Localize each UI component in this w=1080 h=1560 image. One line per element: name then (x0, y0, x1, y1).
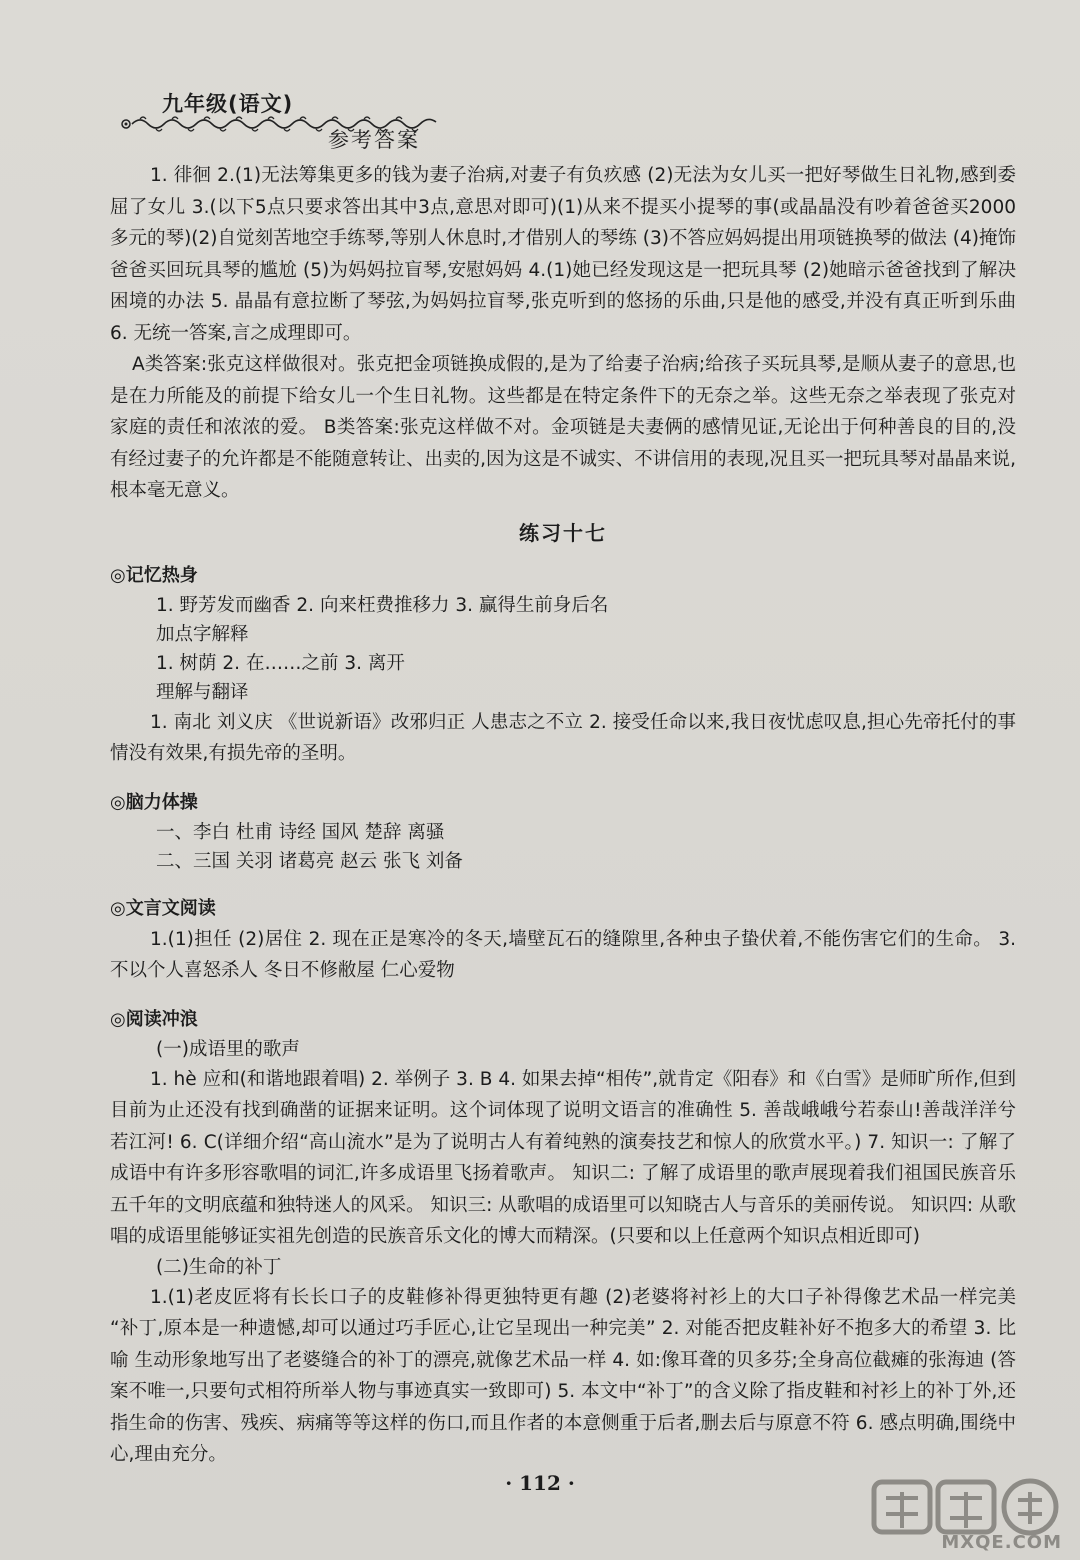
reading-part1-text: 1. hè 应和(和谐地跟着唱) 2. 举例子 3. B 4. 如果去掉“相传”,就肯定《阳春》和《白雪》是师旷所作,但到目前为止还没有找到确凿的证据来证明。这个词体现了说明文语言的准确性 5. 善哉峨峨兮若泰山!善哉洋洋兮若江河! 6. C(详细介绍“高山流水”是为了说明古人有着纯熟的演奏技艺和惊人的欣赏水平。) 7. 知识一: 了解了成语中有许多形容歌唱的词汇,许多成语里飞扬着歌声。 知识二: 了解了成语里的歌声展现着我们祖国民族音乐五千年的文明底蕴和独特迷人的风采。 知识三: 从歌唱的成语里可以知晓古人与音乐的美丽传说。 知识四: 从歌唱的成语里能够证实祖先创造的民族音乐文化的博大而精深。(只要和以上任意两个知识点相近即可) (110, 1068, 1016, 1247)
section-title-brain: ◎脑力体操 (110, 791, 198, 813)
answers-title: 参考答案 (328, 128, 420, 152)
content-body (110, 160, 1016, 1471)
exercise-title: 练习十七 (519, 520, 607, 545)
memory-line-2: 1. 树荫 2. 在……之前 3. 离开 (156, 652, 405, 674)
classical-line-1: 1.(1)担任 (2)居住 2. 现在正是寒冷的冬天,墙壁瓦石的缝隙里,各种虫子蛰伏着,不能伤害它们的生命。 3. 不以个人喜怒杀人 冬日不修敝屋 仁心爱物 (110, 928, 1016, 981)
section-title-memory: ◎记忆热身 (110, 564, 198, 586)
page-number: · 112 · (505, 1471, 575, 1495)
brain-line-1: 一、李白 杜甫 诗经 国风 楚辞 离骚 (156, 821, 445, 843)
watermark-text: MXQE.COM (941, 1532, 1062, 1553)
grade-label: 九年级(语文) (162, 92, 294, 116)
brain-line-2: 二、三国 关羽 诸葛亮 赵云 张飞 刘备 (156, 850, 463, 872)
reading-part2-text: 1.(1)老皮匠将有长长口子的皮鞋修补得更独特更有趣 (2)老婆将衬衫上的大口子补得像艺术品一样完美 “补丁,原本是一种遗憾,却可以通过巧手匠心,让它呈现出一种完美” 2. 对能否把皮鞋补好不抱多大的希望 3. 比喻 生动形象地写出了老婆缝合的补丁的漂亮,就像艺术品一样 4. 如:像耳聋的贝多芬;全身高位截瘫的张海迪 (答案不唯一,只要句式相符所举人物与事迹真实一致即可) 5. 本文中“补丁”的含义除了指皮鞋和衬衫上的补丁外,还指生命的伤害、残疾、病痛等等这样的伤口,而且作者的本意侧重于后者,删去后与原意不符 6. 感点明确,围绕中心,理由充分。 (110, 1286, 1016, 1465)
memory-line-3: 1. 南北 刘义庆 《世说新语》改邪归正 人患志之不立 2. 接受任命以来,我日夜忧虑叹息,担心先帝托付的事情没有效果,有损先帝的圣明。 (110, 711, 1016, 764)
section-title-classical: ◎文言文阅读 (110, 897, 216, 919)
answer-paragraph-2: A类答案:张克这样做很对。张克把金项链换成假的,是为了给妻子治病;给孩子买玩具琴,是顺从妻子的意思,也是在力所能及的前提下给女儿一个生日礼物。这些都是在特定条件下的无奈之举。这些无奈之举表现了张克对家庭的责任和浓浓的爱。 B类答案:张克这样做不对。金项链是夫妻俩的感情见证,无论出于何种善良的目的,没有经过妻子的允许都是不能随意转让、出卖的,因为这是不诚实、不讲信用的表现,况且买一把玩具琴对晶晶来说,根本毫无意义。 (110, 354, 1016, 501)
memory-line-1: 1. 野芳发而幽香 2. 向来枉费推移力 3. 赢得生前身后名 (156, 594, 609, 616)
answer-paragraph-1: 1. 徘徊 2.(1)无法筹集更多的钱为妻子治病,对妻子有负疚感 (2)无法为女儿买一把好琴做生日礼物,感到委屈了女儿 3.(以下5点只要求答出其中3点,意思对即可)(1)从来不提买小提琴的事(或晶晶没有吵着爸爸买2000多元的琴)(2)自觉刻苦地空手练琴,等别人休息时,才借别人的琴练 (3)不答应妈妈提出用项链换琴的做法 (4)掩饰爸爸买回玩具琴的尴尬 (5)为妈妈拉盲琴,安慰妈妈 4.(1)她已经发现这是一把玩具琴 (2)她暗示爸爸找到了解决困境的办法 5. 晶晶有意拉断了琴弦,为妈妈拉盲琴,张克听到的悠扬的乐曲,只是他的感受,并没有真正听到乐曲 6. 无统一答案,言之成理即可。 (110, 165, 1016, 344)
memory-subtitle-2: 理解与翻译 (156, 681, 249, 703)
reading-part1-title: (一)成语里的歌声 (156, 1038, 300, 1060)
memory-subtitle-1: 加点字解释 (156, 623, 249, 645)
reading-part2-title: (二)生命的补丁 (156, 1256, 282, 1278)
section-title-reading: ◎阅读冲浪 (110, 1008, 198, 1030)
